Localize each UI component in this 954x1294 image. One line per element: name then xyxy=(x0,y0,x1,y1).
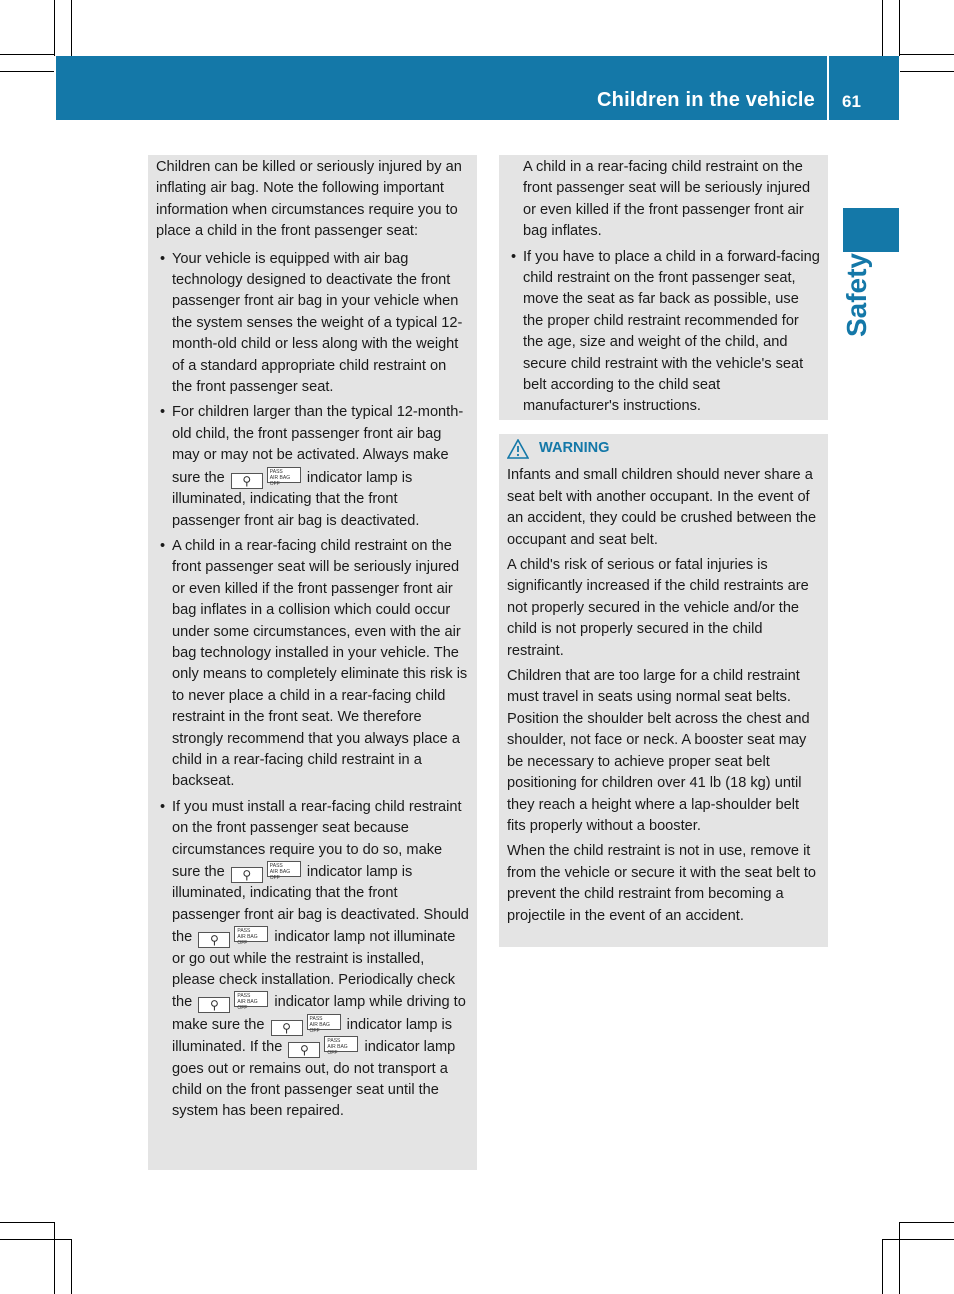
crop-mark xyxy=(899,1222,900,1294)
right-continuation-box xyxy=(499,155,828,420)
crop-mark xyxy=(900,1222,954,1223)
list-item: • If you have to place a child in a forward-facing child restraint on the front passenger seat, move the seat as far back as possible, use the proper child restraint recommended for the age, size and weight of the child, and secure child restraint with the vehicle's seat belt according to the child seat manufacturer's instructions. xyxy=(511,248,820,415)
crop-mark xyxy=(900,71,954,72)
crop-mark xyxy=(0,1239,72,1240)
list-item: • Your vehicle is equipped with air bag technology designed to deactivate the front passenger front air bag in your vehicle when the system senses the weight of a typical 12-month-old child or less along with the weight of a standard appropriate child restraint on the front passenger seat. xyxy=(160,250,463,396)
seat-belt-child-icon: ⚲ xyxy=(198,932,230,948)
crop-mark xyxy=(71,1240,72,1294)
crop-mark xyxy=(882,0,883,56)
warning-paragraph: A child's risk of serious or fatal injuries is significantly increased if the child restraints are not properly secured in the vehicle and/or the child is not properly secured in the child restraint. xyxy=(507,557,809,659)
continuation-text: A child in a rear-facing child restraint on the front passenger seat will be seriously injured or even killed if the front passenger front air bag inflates. xyxy=(523,159,811,240)
pass-airbag-off-icon: PASS AIR BAG OFF xyxy=(307,1014,341,1030)
crop-mark xyxy=(900,54,954,55)
seat-belt-child-icon: ⚲ xyxy=(288,1042,320,1058)
pass-airbag-off-icon: PASS AIR BAG OFF xyxy=(267,467,301,483)
list-item: • If you must install a rear-facing child restraint on the front passenger seat because circumstances require you to do so, make sure the ⚲PASS AIR BAG OFF indicator lamp is illuminated, indicating that the front passenger front air bag is deactivated. Should the ⚲PASS AIR BAG OFF indicator lamp not illuminate or go out while the restraint is installed, please check installation. Periodically check the ⚲PASS AIR BAG OFF indicator lamp while driving to make sure the ⚲PASS AIR BAG OFF indicator lamp is illuminated. If the ⚲PASS AIR BAG OFF indicator lamp goes out or remains out, do not transport a child on the front passenger seat until the system has been repaired. xyxy=(160,798,469,1120)
pass-airbag-off-icon: PASS AIR BAG OFF xyxy=(267,861,301,877)
page-number: 61 xyxy=(842,92,861,111)
bullet-list xyxy=(507,247,820,418)
header-divider xyxy=(827,56,829,120)
seat-belt-child-icon: ⚲ xyxy=(271,1020,303,1036)
pass-airbag-off-icon: PASS AIR BAG OFF xyxy=(324,1036,358,1052)
crop-mark xyxy=(0,71,54,72)
crop-mark xyxy=(71,0,72,56)
pass-airbag-off-icon: PASS AIR BAG OFF xyxy=(234,926,268,942)
chapter-label: Safety xyxy=(841,252,872,338)
warning-heading: WARNING xyxy=(507,438,820,459)
warning-paragraph: When the child restraint is not in use, remove it from the vehicle or secure it with the seat belt to prevent the child restraint from becoming a projectile in the event of an accident. xyxy=(507,843,817,924)
bullet-list xyxy=(156,249,469,1123)
crop-mark xyxy=(54,0,55,56)
crop-mark xyxy=(0,1222,54,1223)
list-item: • A child in a rear-facing child restraint on the front passenger seat will be seriously injured or even killed if the front passenger front air bag inflates in a collision which could occur under some circumstances, even with the air bag technology installed in your vehicle. The only means to completely eliminate this risk is to never place a child in a rear-facing child restraint in the front seat. We therefore strongly recommend that you always place a child in a rear-facing child restraint in a backseat. xyxy=(160,537,468,790)
pass-airbag-off-icon: PASS AIR BAG OFF xyxy=(234,991,268,1007)
warning-triangle-icon xyxy=(507,439,529,459)
section-title: Children in the vehicle xyxy=(597,89,815,111)
list-item: • For children larger than the typical 12-month-old child, the front passenger front air bag may or may not be activated. Always make sure the ⚲PASS AIR BAG OFF indicator lamp is illuminated, indicating that the front passenger front air bag is deactivated. xyxy=(160,404,464,529)
intro-text: Children can be killed or seriously injured by an inflating air bag. Note the following important information when circumstances require you to place a child in the front passenger seat: xyxy=(156,159,462,240)
seat-belt-child-icon: ⚲ xyxy=(231,473,263,489)
warning-paragraph: Infants and small children should never share a seat belt with another occupant. In the event of an accident, they could be crushed between the occupant and seat belt. xyxy=(507,467,817,548)
left-warning-box xyxy=(148,155,477,1170)
crop-mark xyxy=(54,1222,55,1294)
crop-mark xyxy=(899,0,900,56)
crop-mark xyxy=(882,1240,883,1294)
page-header xyxy=(56,56,899,120)
warning-paragraph: Children that are too large for a child restraint must travel in seats using normal seat belts. Position the shoulder belt across the chest and shoulder, not face or neck. A booster seat may be necessary to achieve proper seat belt positioning for children over 41 lb (18 kg) until they reach a height where a lap-shoulder belt fits properly without a booster. xyxy=(507,668,810,834)
chapter-tab xyxy=(843,208,899,252)
seat-belt-child-icon: ⚲ xyxy=(198,997,230,1013)
warning-box xyxy=(499,434,828,947)
seat-belt-child-icon: ⚲ xyxy=(231,867,263,883)
crop-mark xyxy=(0,54,54,55)
crop-mark xyxy=(882,1239,954,1240)
